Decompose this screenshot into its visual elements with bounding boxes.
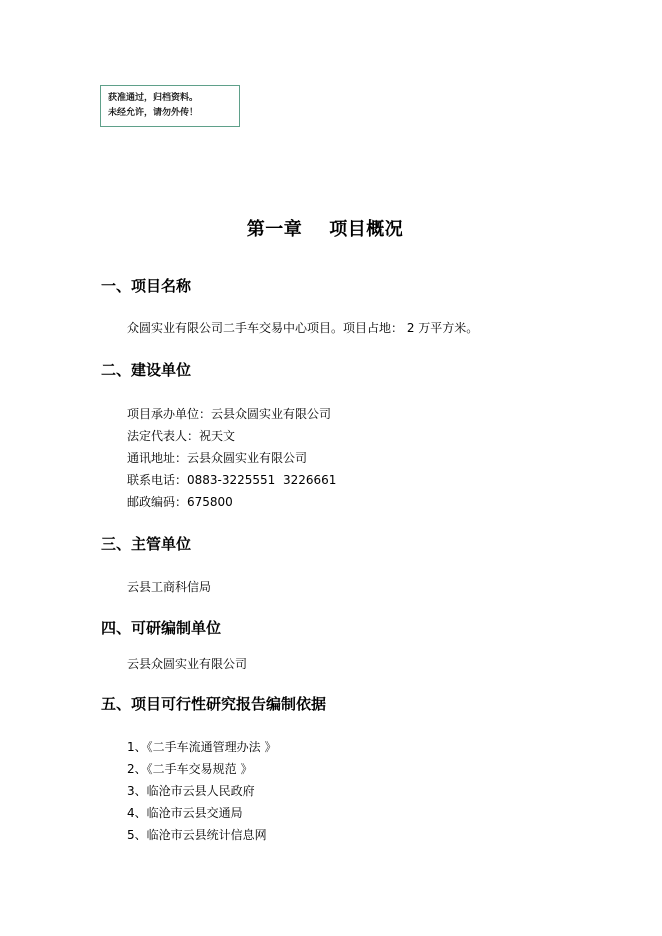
postal-code-text: 邮政编码：675800 xyxy=(127,495,233,509)
section-heading-project-name: 一、项目名称 xyxy=(101,277,192,295)
notice-line-1: 获准通过，归档资料。 xyxy=(108,93,199,103)
feasibility-preparer-text: 云县众圆实业有限公司 xyxy=(127,657,248,671)
supervising-unit-text: 云县工商科信局 xyxy=(127,580,212,594)
project-name-text: 众圆实业有限公司二手车交易中心项目。项目占地： 2 万平方米。 xyxy=(127,321,479,335)
legal-representative-text: 法定代表人：祝天文 xyxy=(127,429,236,443)
basis-item-4: 4、临沧市云县交通局 xyxy=(127,806,243,820)
mailing-address-text: 通讯地址：云县众圆实业有限公司 xyxy=(127,451,308,465)
approval-notice-box xyxy=(100,85,240,127)
sponsor-unit-text: 项目承办单位：云县众圆实业有限公司 xyxy=(127,407,332,421)
section-heading-construction-unit: 二、建设单位 xyxy=(101,361,192,379)
section-heading-feasibility-preparer: 四、可研编制单位 xyxy=(101,619,222,637)
chapter-title: 第一章 项目概况 xyxy=(246,219,404,240)
basis-item-5: 5、临沧市云县统计信息网 xyxy=(127,828,267,842)
section-heading-supervising-unit: 三、主管单位 xyxy=(101,535,192,553)
basis-item-1: 1、《二手车流通管理办法 》 xyxy=(127,740,277,754)
phone-text: 联系电话：0883-3225551 3226661 xyxy=(127,473,337,487)
basis-item-2: 2、《二手车交易规范 》 xyxy=(127,762,253,776)
basis-item-3: 3、临沧市云县人民政府 xyxy=(127,784,255,798)
section-heading-report-basis: 五、项目可行性研究报告编制依据 xyxy=(101,695,327,713)
notice-line-2: 未经允许，请勿外传！ xyxy=(108,108,199,118)
